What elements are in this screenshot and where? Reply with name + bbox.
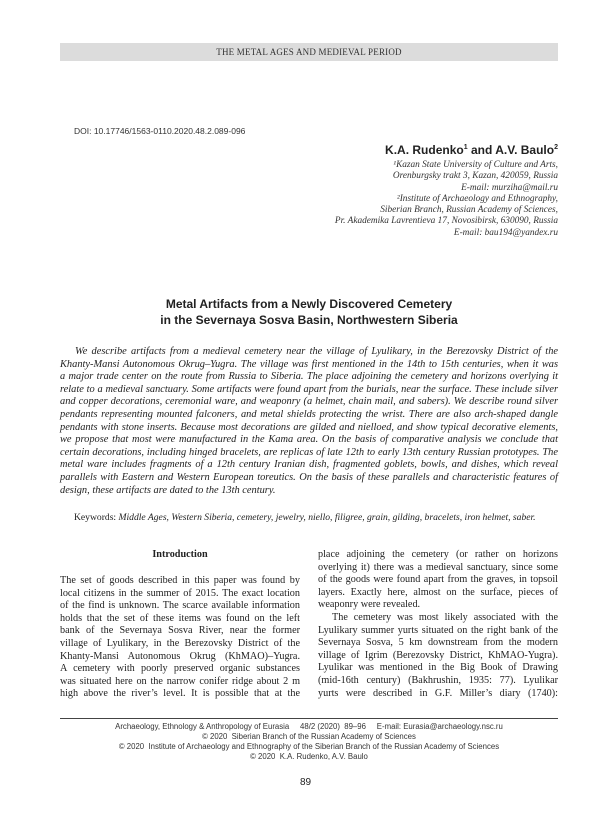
affiliation-line: Siberian Branch, Russian Academy of Sciences, <box>380 205 558 216</box>
text-line: of the find is unknown. The scarce available information <box>60 600 300 612</box>
text-line: yurts were described in G.F. Miller’s diary (1740): <box>318 687 558 699</box>
text-line: A cemetery with poorly preserved organic substances <box>60 663 300 675</box>
author-1-sup: 1 <box>463 144 468 151</box>
text-line: We describe artifacts from a medieval cemetery near the village of Lyulikary, in the Berezovsky District of the <box>75 346 558 357</box>
right-column <box>318 549 558 700</box>
text-line: metal ware includes fragments of a 12th century Iranian dish, fragmented goblets, bowls, and dishes, which reveal <box>60 459 558 471</box>
text-line: pendants with stone inserts. Because most decorations are gilded and nielloed, and show typical decorative elements, <box>60 421 558 433</box>
affiliation-line: Pr. Akademika Lavrentieva 17, Novosibirsk, 630090, Russia <box>334 216 558 227</box>
text-line: holds that the set of these items was found on the left <box>60 612 300 624</box>
text-line: a major trade center on the route from Russia to Siberia. The place adjoining the cemetery and horizons overlying it <box>60 371 558 383</box>
section-heading-introduction: Introduction <box>152 549 208 560</box>
text-line: was situated here on the narrow conifer ridge about 2 m <box>60 675 300 687</box>
text-line: Lyulikary summer yurts situated on the right bank of the <box>318 624 558 636</box>
author-1: K.A. Rudenko <box>385 143 464 157</box>
footer-line: © 2020 K.A. Rudenko, A.V. Baulo <box>250 752 368 761</box>
text-line: (mid-16th century) (Bakhrushin, 1935: 77). Lyulikar <box>318 674 558 686</box>
text-line: bank of the Severnaya Sosva River, near the former <box>60 625 300 637</box>
section-header: THE METAL AGES AND MEDIEVAL PERIOD <box>60 43 558 61</box>
abstract <box>60 346 558 497</box>
keywords-text: Middle Ages, Western Siberia, cemetery, jewelry, niello, filigree, grain, gilding, bracelets, iron helmet, saber. <box>118 512 536 523</box>
text-line: Khanty-Mansi Autonomous Okrug–Yugra. The village was first mentioned in the 14th to 15th centuries, when it was <box>60 358 558 370</box>
text-line: high above the river’s level. It is possible that at the <box>60 688 300 700</box>
text-line: The set of goods described in this paper was found by <box>60 575 300 586</box>
authors <box>385 143 558 157</box>
text-line: certain decorations, including hinged bracelets, are replicas of late 12th to early 13th century Russian prototypes. The <box>60 446 558 458</box>
text-line: and copper decorations, ceremonial ware, and weaponry (a helmet, chain mail, and sabers). We describe round silver <box>60 396 558 408</box>
doi: DOI: 10.17746/1563-0110.2020.48.2.089-096 <box>74 126 246 136</box>
affiliation-line: ¹Kazan State University of Culture and Arts, <box>393 160 558 170</box>
text-line: pendants representing mounted falconers, and metal shields protecting the wrist. There are also arch-shaped dangle <box>60 408 558 420</box>
text-line: Khanty-Mansi Autonomous Okrug (KhMAO)–Yugra. <box>60 650 300 662</box>
footer-line: © 2020 Institute of Archaeology and Ethnography of the Siberian Branch of the Russian Academy of Sciences <box>118 742 500 751</box>
page-number: 89 <box>299 777 312 788</box>
footer-divider <box>60 718 558 719</box>
author-2: A.V. Baulo <box>495 143 555 157</box>
affiliations <box>335 160 558 239</box>
text-line: layers. Exactly here, almost on the surface, pieces of <box>318 586 558 598</box>
title-line: in the Severnaya Sosva Basin, Northwestern Siberia <box>160 312 458 327</box>
text-line: Lyulikar was mentioned in the Big Book of Drawing <box>318 662 558 674</box>
text-line: overlying it) there was a medieval sanctuary, since some <box>318 561 558 573</box>
text-line: parallels with Eastern and Western European toreutics. On the basis of these parallels and characteristic features of <box>60 471 558 483</box>
authors-and: and <box>467 143 496 157</box>
text-line: relate to a medieval sanctuary. Some artifacts were found apart from the burials, near the surface. These include silver <box>60 383 558 395</box>
affiliation-email[interactable]: E-mail: murziha@mail.ru <box>461 182 558 193</box>
keywords <box>74 512 536 523</box>
text-line: design, these artifacts are dated to the 13th century. <box>60 484 276 496</box>
text-line: place adjoining the cemetery (or rather on horizons <box>318 549 558 560</box>
footer-line: © 2020 Siberian Branch of the Russian Academy of Sciences <box>202 732 416 741</box>
text-line: Severnaya Sosva, 5 km downstream from the modern <box>318 637 558 649</box>
footer-line: Archaeology, Ethnology & Anthropology of Eurasia 48/2 (2020) 89–96 E-mail: Eurasia@archaeology.nsc.ru <box>115 722 503 731</box>
text-line: local citizens in the summer of 2015. The exact location <box>60 587 300 599</box>
author-2-sup: 2 <box>554 144 558 151</box>
text-line: village of Lyulikary, in the Berezovsky District of the <box>60 637 300 649</box>
text-line: weaponry were revealed. <box>318 599 421 611</box>
paper-title <box>60 297 558 328</box>
left-column <box>60 575 300 701</box>
title-line: Metal Artifacts from a Newly Discovered Cemetery <box>165 297 453 311</box>
text-line: we propose that most were manufactured in the Kama area. On the basis of comparative analysis we conclude that <box>60 434 558 446</box>
keywords-label: Keywords: <box>74 512 119 523</box>
text-line: of the goods were found apart from the graves, in topsoil <box>318 574 558 586</box>
affiliation-email[interactable]: E-mail: bau194@yandex.ru <box>453 227 558 238</box>
affiliation-line: Orenburgsky trakt 3, Kazan, 420059, Russia <box>392 171 558 182</box>
text-line: village of Igrim (Berezovsky District, KhMAO-Yugra). <box>318 649 558 661</box>
footer <box>60 722 558 762</box>
text-line: The cemetery was most likely associated with the <box>332 611 558 623</box>
affiliation-line: ²Institute of Archaeology and Ethnography, <box>396 193 558 204</box>
